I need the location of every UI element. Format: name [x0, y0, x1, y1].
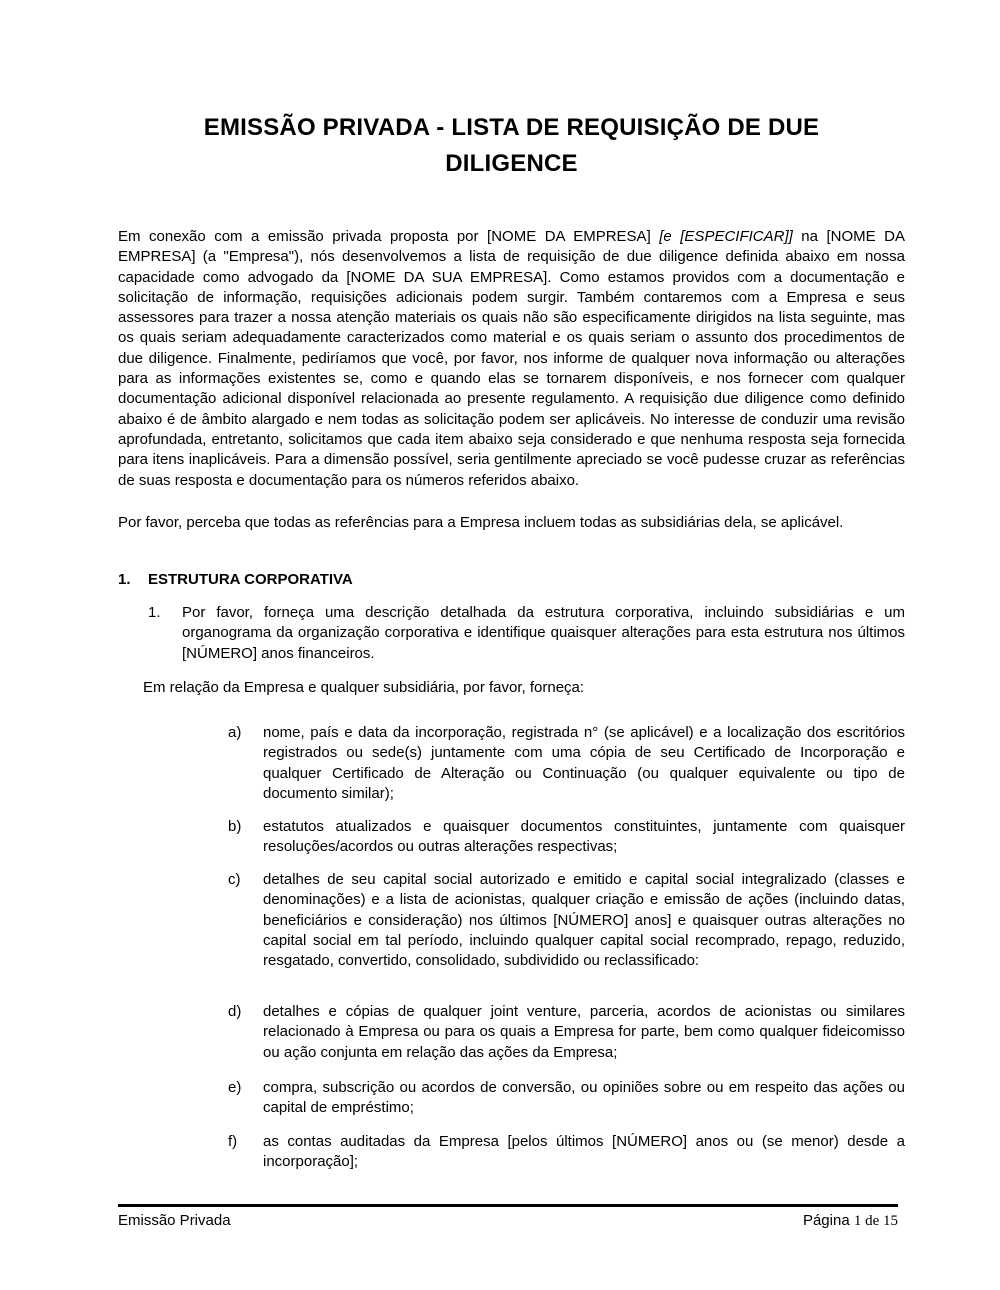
lettered-item-b [118, 817, 905, 858]
lettered-item-c-text: detalhes de seu capital social autorizado e emitido e capital social integralizado (classes e denominações) e a lista de acionistas, qualquer criação e emissão de ações (incluindo datas, beneficiários e consideração) nos últimos [NÚMERO] anos] e quaisquer outras alterações no capital social em tal período, incluindo qualquer capital social recomprado, repago, reduzido, resgatado, convertido, consolidado, subdividido ou reclassificado: [263, 871, 905, 970]
lettered-item-d-text: detalhes e cópias de qualquer joint venture, parceria, acordos de acionistas ou similares relacionado à Empresa ou para os quais a Empresa for parte, bem como qualquer fideicomisso ou ação conjunta em relação das ações da Empresa; [263, 1003, 905, 1061]
section-number: 1. [118, 571, 131, 588]
lettered-item-d [118, 1002, 905, 1063]
section-heading-label: ESTRUTURA CORPORATIVA [148, 571, 353, 588]
page-title-line2: DILIGENCE [445, 150, 578, 177]
lettered-item-e [118, 1078, 905, 1119]
intro-paragraph-italic: [e [ESPECIFICAR]] [659, 228, 793, 245]
lettered-item-f-letter: f) [228, 1133, 238, 1150]
lettered-item-d-letter: d) [228, 1003, 242, 1020]
numbered-item-1 [118, 603, 905, 664]
lettered-item-b-letter: b) [228, 818, 242, 835]
lettered-item-f-text: as contas auditadas da Empresa [pelos últimos [NÚMERO] anos ou (se menor) desde a incorporação]; [263, 1133, 905, 1171]
section-heading [118, 570, 905, 590]
footer-document-title: Emissão Privada [118, 1212, 231, 1229]
numbered-item-1-number: 1. [148, 604, 161, 621]
footer-divider [118, 1204, 898, 1207]
intro-paragraph-continuation: na [NOME DA EMPRESA] (a "Empresa"), nós desenvolvemos a lista de requisição de due diligence definida abaixo em nossa capacidade como advogado da [NOME DA SUA EMPRESA]. Como estamos providos com a documentação e solicitação de informação, requisições adicionais podem surgir. Também contaremos com a Empresa e seus assessores para trazer a nossa atenção materiais os quais não são especificamente dirigidos na lista seguinte, mas os quais seriam adequadamente caracterizados como material e os quais seriam o assunto dos procedimentos de due diligence. Finalmente, pediríamos que você, por favor, nos informe de qualquer nova informação ou alterações para as informações existentes se, como e quando elas se tornarem disponíveis, e nos fornecer com qualquer documentação adicional disponível relacionada ao presente regulamento. A requisição due diligence como definido abaixo é de âmbito alargado e nem todas as solicitação podem ser aplicáveis. No interesse de conduzir uma revisão aprofundada, entretanto, solicitamos que cada item abaixo seja considerado e que nenhuma resposta seja fornecida para itens inaplicáveis. Para a dimensão possível, seria gentilmente apreciado se você pudesse cruzar as referências de suas resposta e documentação para os números referidos abaixo. [118, 228, 905, 489]
lettered-item-c [118, 870, 905, 971]
intro-paragraph [118, 227, 905, 491]
lettered-item-e-letter: e) [228, 1079, 242, 1096]
intro-paragraph-text: Em conexão com a emissão privada proposta por [NOME DA EMPRESA] [118, 228, 660, 245]
page-footer [118, 1204, 905, 1231]
page-number-value: 1 de 15 [853, 1213, 898, 1229]
lettered-item-a-text: nome, país e data da incorporação, registrada n° (se aplicável) e a localização dos escritórios registrados ou sede(s) juntamente com uma cópia de seu Certificado de Incorporação e qualquer Certificado de Alteração ou Continuação (ou qualquer equivalente ou tipo de documento similar); [263, 724, 905, 802]
lettered-item-e-text: compra, subscrição ou acordos de conversão, ou opiniões sobre ou em respeito das ações ou capital de empréstimo; [263, 1079, 905, 1117]
lettered-item-b-text: estatutos atualizados e quaisquer documentos constituintes, juntamente com quaisquer resoluções/acordos ou outras alterações respectivas; [263, 818, 905, 856]
lettered-item-a-letter: a) [228, 724, 242, 741]
notice-paragraph: Por favor, perceba que todas as referências para a Empresa incluem todas as subsidiárias dela, se aplicável. [118, 514, 844, 531]
page-number-label: Página [802, 1212, 854, 1229]
page-title-line1: EMISSÃO PRIVADA - LISTA DE REQUISIÇÃO DE DUE [203, 114, 820, 141]
lead-in-text: Em relação da Empresa e qualquer subsidiária, por favor, forneça: [143, 679, 585, 696]
lettered-item-f [118, 1132, 905, 1173]
page-title [118, 110, 905, 182]
lettered-item-a [118, 723, 905, 804]
numbered-item-1-text: Por favor, forneça uma descrição detalhada da estrutura corporativa, incluindo subsidiárias e um organograma da organização corporativa e identifique quaisquer alterações para esta estrutura nos últimos [NÚMERO] anos financeiros. [182, 604, 905, 662]
page-number [803, 1211, 898, 1231]
lettered-item-c-letter: c) [228, 871, 241, 888]
